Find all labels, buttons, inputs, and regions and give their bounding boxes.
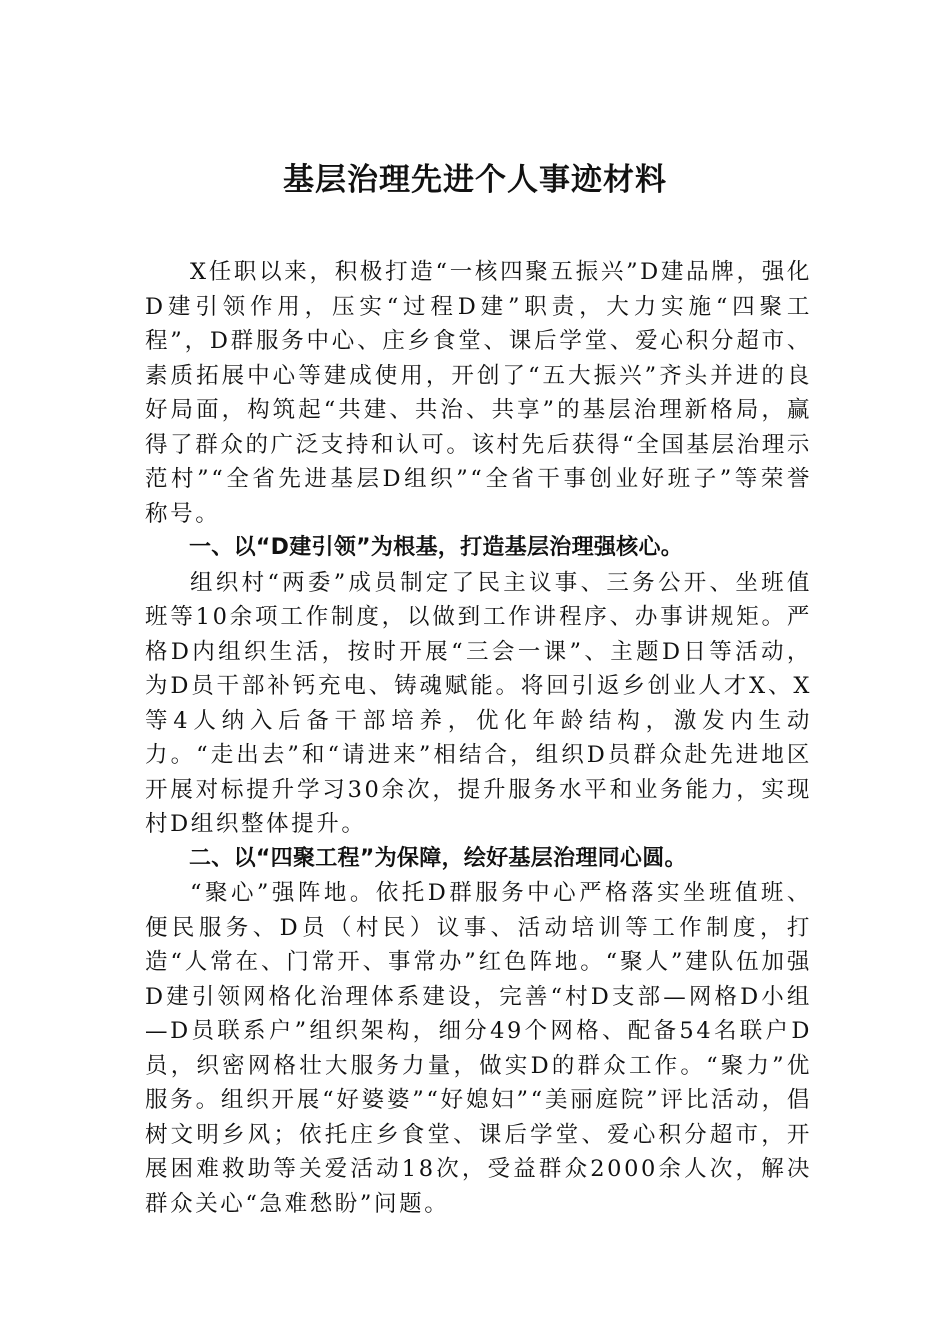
section-2-heading: 二、以“四聚工程”为保障，绘好基层治理同心圆。 [189, 845, 687, 871]
section-1-heading: 一、以“D建引领”为根基，打造基层治理强核心。 [189, 535, 684, 560]
section-2-paragraph: “聚心”强阵地。依托D群服务中心严格落实坐班值班、便民服务、D员（村民）议事、活动培训等工作制度，打造“人常在、门常开、事常办”红色阵地。“聚人”建队伍加强D建引领网格化治理体系建设，完善“村D支部—网格D小组—D员联系户”组织架构，细分49个网格、配备54名联户D员，织密网格壮大服务力量，做实D的群众工作。“聚力”优服务。组织开展“好婆婆”“好媳妇”“美丽庭院”评比活动，倡树文明乡风；依托庄乡食堂、课后学堂、爱心积分超市，开展困难救助等关爱活动18次，受益群众2000余人次，解决群众关心“急难愁盼”问题。 [145, 880, 812, 1217]
intro-paragraph: X任职以来，积极打造“一核四聚五振兴”D建品牌，强化D建引领作用，压实“过程D建”职责，大力实施“四聚工程”，D群服务中心、庄乡食堂、课后学堂、爱心积分超市、素质拓展中心等建成使用，开创了“五大振兴”齐头并进的良好局面，构筑起“共建、共治、共享”的基层治理新格局，赢得了群众的广泛支持和认可。该村先后获得“全国基层治理示范村”“全省先进基层D组织”“全省干事创业好班子”等荣誉称号。 [145, 259, 812, 527]
document-title: 基层治理先进个人事迹材料 [283, 162, 667, 198]
section-1-paragraph: 组织村“两委”成员制定了民主议事、三务公开、坐班值班等10余项工作制度，以做到工作讲程序、办事讲规矩。严格D内组织生活，按时开展“三会一课”、主题D日等活动，为D员干部补钙充电、铸魂赋能。将回引返乡创业人才X、X等4人纳入后备干部培养，优化年龄结构，激发内生动力。“走出去”和“请进来”相结合，组织D员群众赴先进地区开展对标提升学习30余次，提升服务水平和业务能力，实现村D组织整体提升。 [145, 569, 812, 837]
document-body [145, 255, 812, 1221]
